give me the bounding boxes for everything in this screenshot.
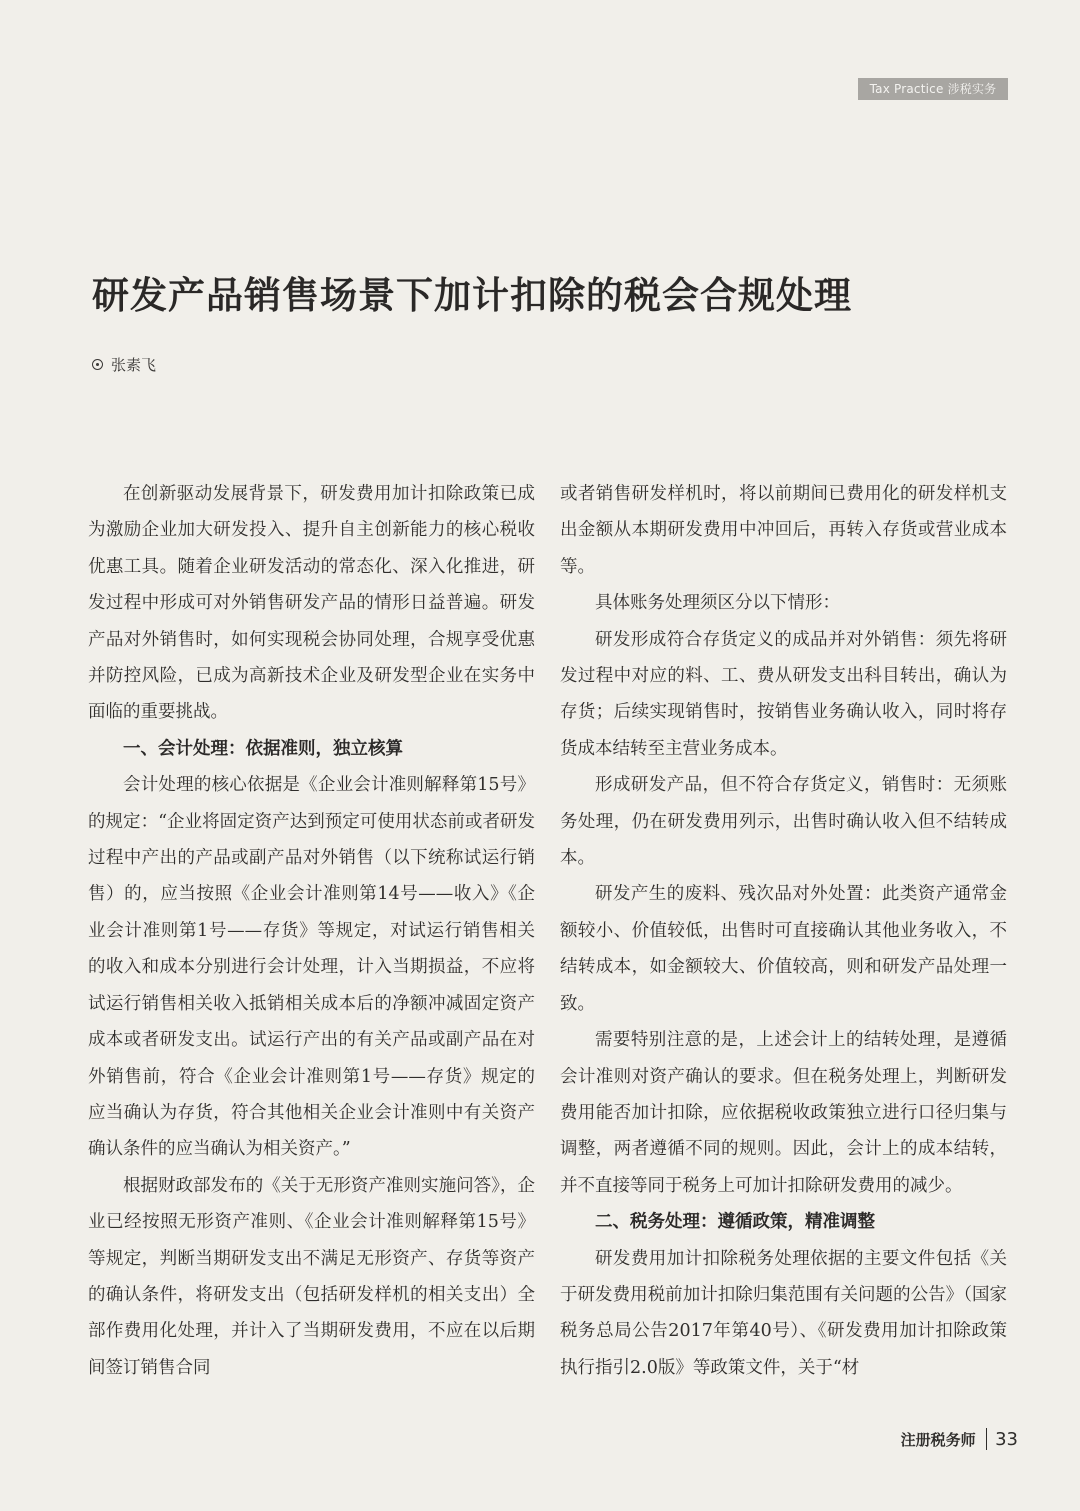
section-tag: Tax Practice 涉税实务 (858, 78, 1008, 100)
footer-divider (986, 1428, 988, 1450)
journal-name: 注册税务师 (900, 1430, 976, 1449)
paragraph: 在创新驱动发展背景下，研发费用加计扣除政策已成为激励企业加大研发投入、提升自主创新能力的核心税收优惠工具。随着企业研发活动的常态化、深入化推进，研发过程中形成可对外销售研发产品的情形日益普遍。研发产品对外销售时，如何实现税会协同处理，合规享受优惠并防控风险，已成为高新技术企业及研发型企业在实务中面临的重要挑战。 (88, 484, 535, 723)
section-heading-1: 一、会计处理：依据准则，独立核算 (123, 738, 403, 759)
author-name: 张素飞 (111, 356, 157, 374)
author-bullet-icon (92, 359, 103, 370)
paragraph: 根据财政部发布的《关于无形资产准则实施问答》，企业已经按照无形资产准则、《企业会计准则解释第15号》等规定，判断当期研发支出不满足无形资产、存货等资产的确认条件，将研发支出（包括研发样机的相关支出）全部作费用化处理，并计入了当期研发费用，不应在以后期间签订销售合同 (88, 1175, 535, 1378)
paragraph: 研发形成符合存货定义的成品并对外销售：须先将研发过程中对应的料、工、费从研发支出科目转出，确认为存货；后续实现销售时，按销售业务确认收入，同时将存货成本结转至主营业务成本。 (560, 629, 1007, 759)
paragraph: 形成研发产品，但不符合存货定义，销售时：无须账务处理，仍在研发费用列示，出售时确认收入但不结转成本。 (560, 775, 1007, 869)
paragraph: 需要特别注意的是，上述会计上的结转处理，是遵循会计准则对资产确认的要求。但在税务处理上，判断研发费用能否加计扣除，应依据税收政策独立进行口径归集与调整，两者遵循不同的规则。因此，会计上的成本结转，并不直接等同于税务上可加计扣除研发费用的减少。 (560, 1030, 1007, 1196)
paragraph-continued: 或者销售研发样机时，将以前期间已费用化的研发样机支出金额从本期研发费用中冲回后，再转入存货或营业成本等。 (560, 484, 1007, 577)
page-footer (901, 1428, 1018, 1450)
paragraph: 研发费用加计扣除税务处理依据的主要文件包括《关于研发费用税前加计扣除归集范围有关问题的公告》（国家税务总局公告2017年第40号）、《研发费用加计扣除政策执行指引2.0版》等政策文件，关于“材 (560, 1248, 1007, 1378)
paragraph: 会计处理的核心依据是《企业会计准则解释第15号》的规定：“企业将固定资产达到预定可使用状态前或者研发过程中产出的产品或副产品对外销售（以下统称试运行销售）的，应当按照《企业会计准则第14号——收入》《企业会计准则第1号——存货》等规定，对试运行销售相关的收入和成本分别进行会计处理，计入当期损益，不应将试运行销售相关收入抵销相关成本后的净额冲减固定资产成本或者研发支出。试运行产出的有关产品或副产品在对外销售前，符合《企业会计准则第1号——存货》规定的应当确认为存货，符合其他相关企业会计准则中有关资产确认条件的应当确认为相关资产。” (88, 775, 535, 1160)
author-line (92, 354, 156, 375)
right-column (560, 476, 1007, 1386)
paragraph: 研发产生的废料、残次品对外处置：此类资产通常金额较小、价值较低，出售时可直接确认其他业务收入，不结转成本，如金额较大、价值较高，则和研发产品处理一致。 (560, 884, 1007, 1014)
paragraph: 具体账务处理须区分以下情形： (595, 593, 840, 614)
section-heading-2: 二、税务处理：遵循政策，精准调整 (595, 1212, 875, 1233)
left-column (88, 476, 535, 1386)
page-number: 33 (995, 1428, 1018, 1450)
article-title: 研发产品销售场景下加计扣除的税会合规处理 (92, 274, 852, 317)
